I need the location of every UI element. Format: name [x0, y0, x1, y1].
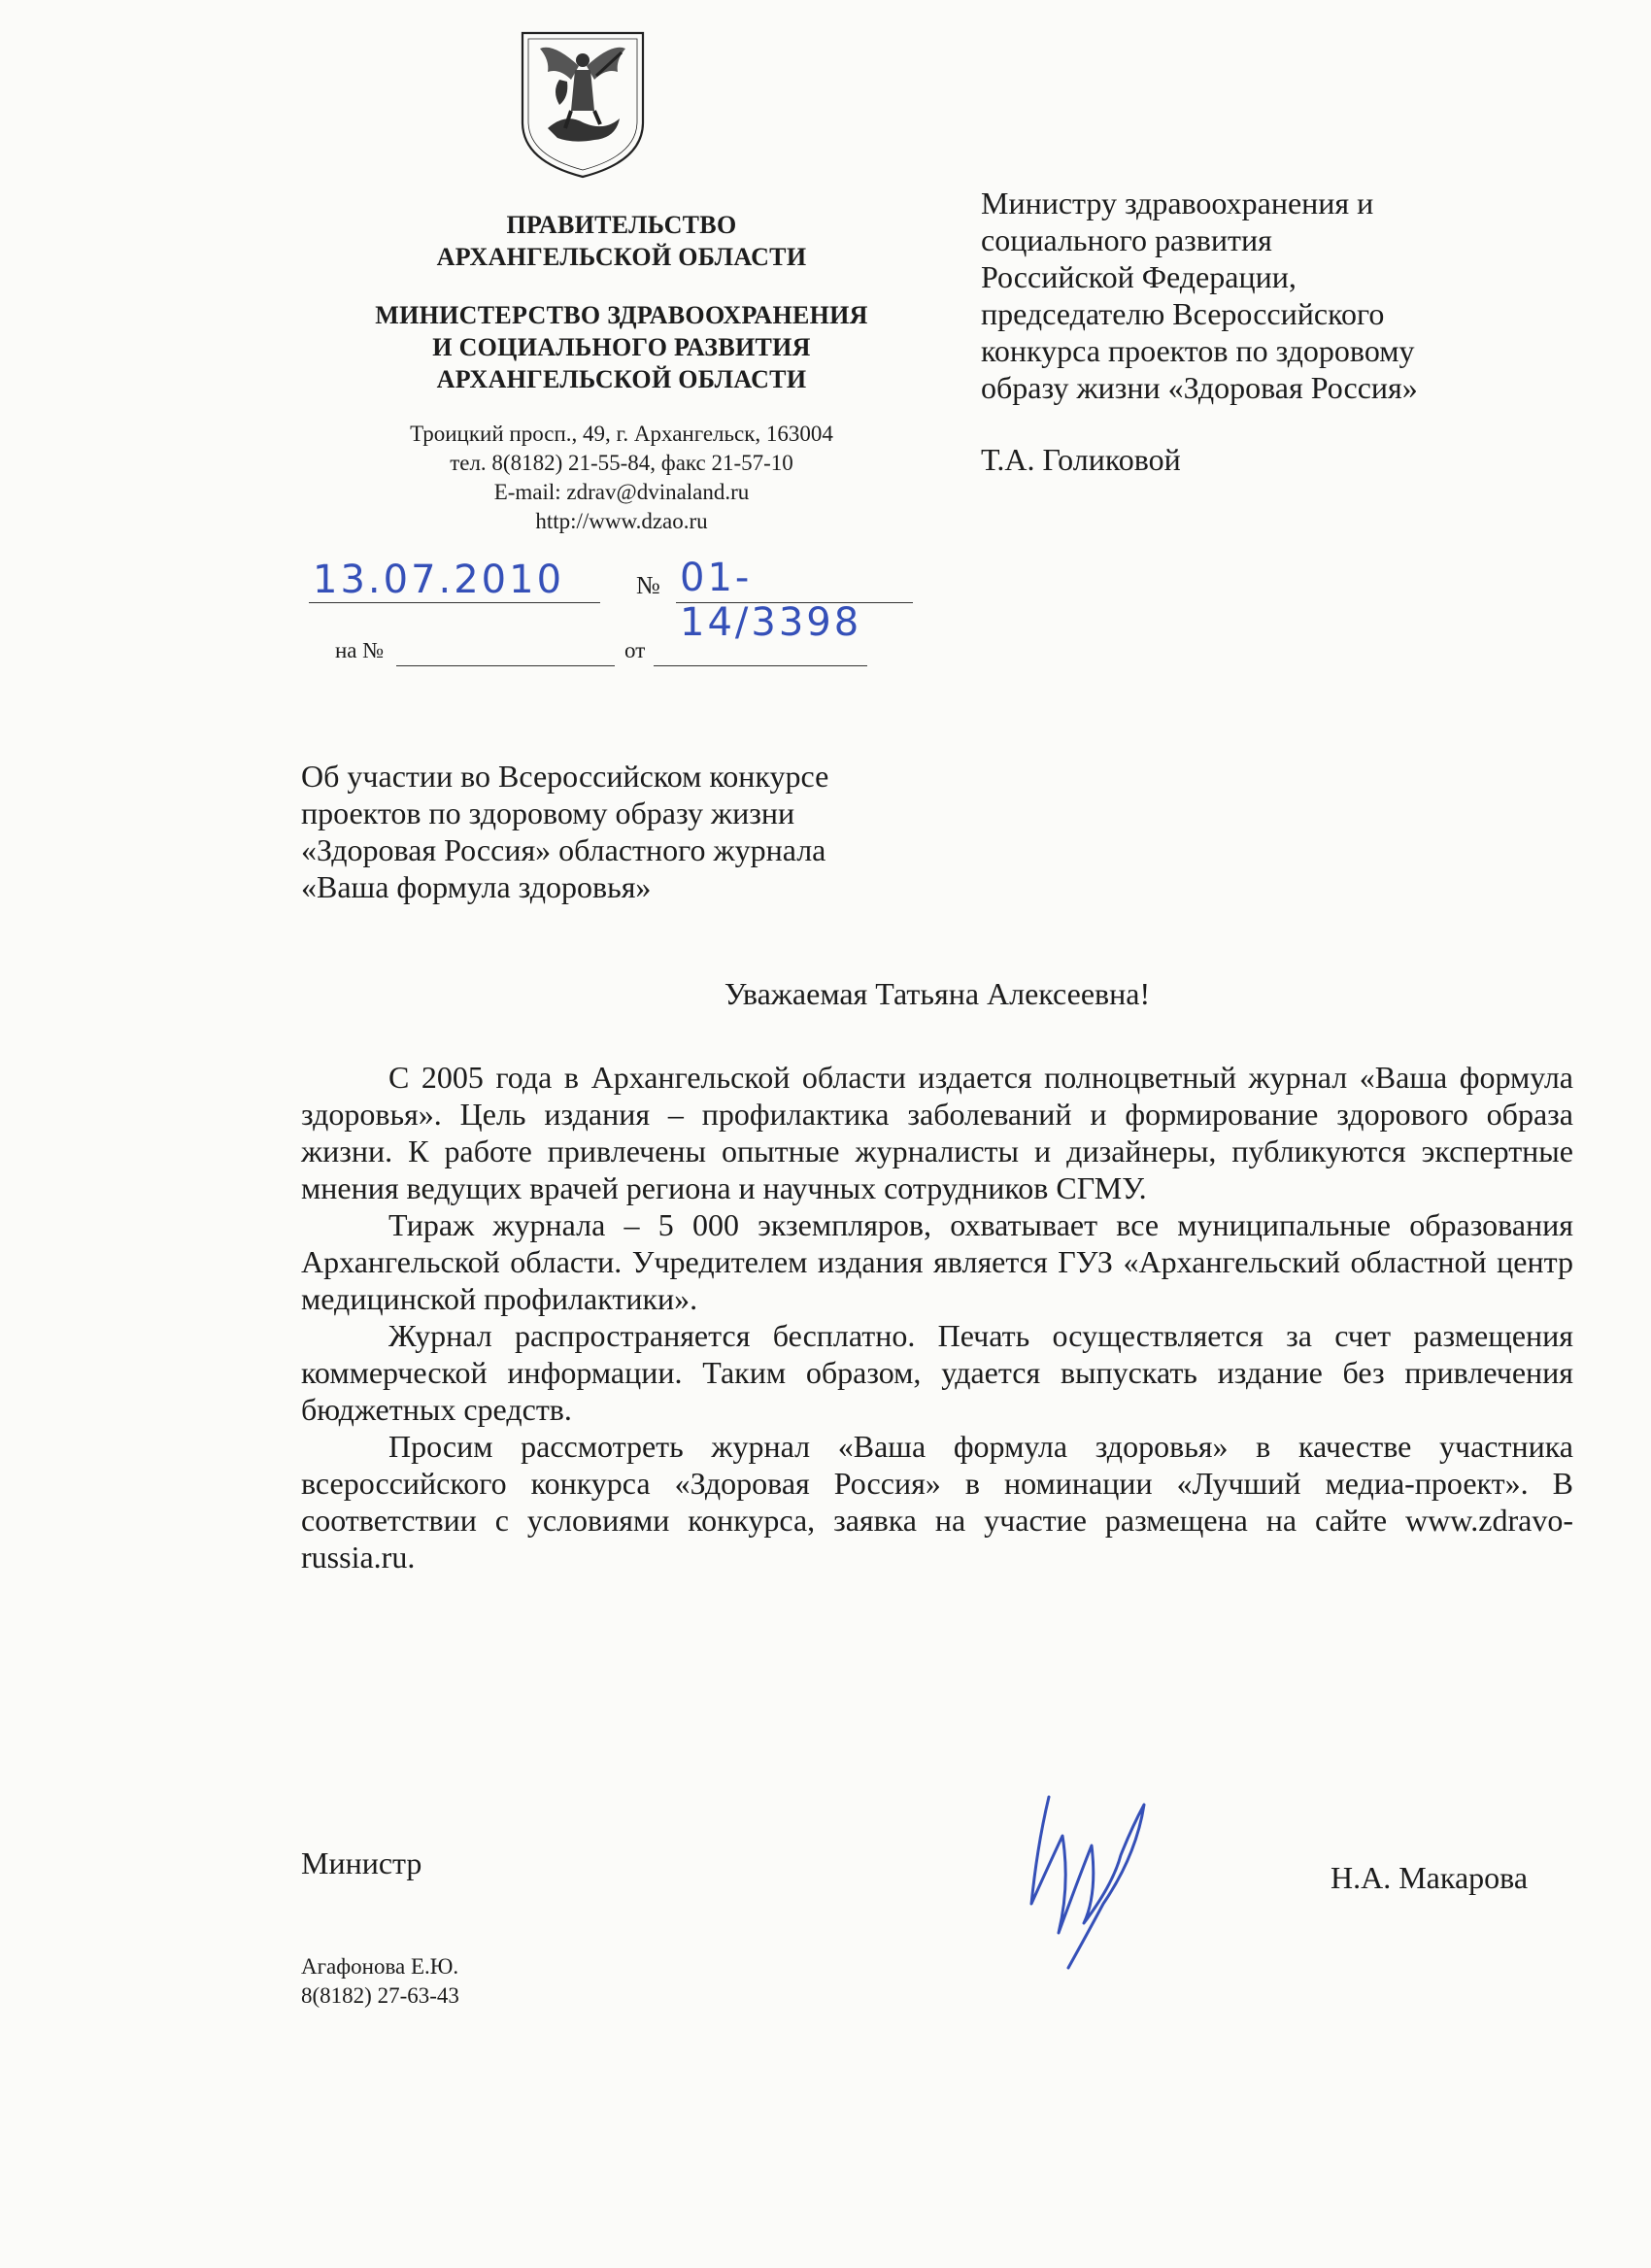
number-label: № [636, 571, 660, 599]
body-paragraph-3: Журнал распространяется бесплатно. Печать осуществляется за счет размещения коммерческой информации. Таким образом, удается выпускать издание без привлечения бюджетных средств. [301, 1318, 1573, 1427]
greeting: Уважаемая Татьяна Алексеевна! [724, 976, 1151, 1011]
signatory-name: Н.А. Макарова [1331, 1860, 1529, 1895]
outgoing-number: 01-14/3398 [680, 556, 862, 645]
addressee-block [981, 185, 1602, 478]
subject-line-4: «Ваша формула здоровья» [301, 869, 652, 904]
ministry-line-1: МИНИСТЕРСТВО ЗДРАВООХРАНЕНИЯ [375, 301, 868, 329]
government-line-2: АРХАНГЕЛЬСКОЙ ОБЛАСТИ [436, 243, 807, 271]
ministry-name [311, 299, 932, 395]
body-paragraph-2: Тираж журнала – 5 000 экземпляров, охватывает все муниципальные образования Архангельской области. Учредителем издания является ГУЗ «Архангельский областной центр медицинской профилактики». [301, 1207, 1573, 1316]
signatory-title: Министр [301, 1845, 422, 1880]
addressee-line-6: образу жизни «Здоровая Россия» [981, 370, 1418, 405]
from-label: от [624, 638, 646, 662]
letter-body [301, 1059, 1573, 1575]
outgoing-date: 13.07.2010 [313, 558, 565, 602]
addressee-line-2: социального развития [981, 222, 1272, 257]
registration-row [301, 552, 913, 645]
government-line-1: ПРАВИТЕЛЬСТВО [506, 211, 737, 239]
executor-block [301, 1952, 459, 2011]
subject-line-3: «Здоровая Россия» областного журнала [301, 832, 826, 867]
website: http://www.dzao.ru [535, 509, 708, 533]
executor-phone: 8(8182) 27-63-43 [301, 1983, 459, 2008]
archangel-coat-of-arms-icon [515, 27, 651, 181]
contact-details [311, 420, 932, 536]
ministry-line-3: АРХАНГЕЛЬСКОЙ ОБЛАСТИ [436, 365, 807, 393]
body-paragraph-1: С 2005 года в Архангельской области издается полноцветный журнал «Ваша формула здоровья». Цель издания – профилактика заболеваний и формирование здорового образа жизни. К работе привлечены опытные журналисты и дизайнеры, публикуются экспертные мнения ведущих врачей региона и научных сотрудников СГМУ. [301, 1060, 1573, 1205]
addressee-line-4: председателю Всероссийского [981, 296, 1385, 331]
reply-to-underline [396, 665, 615, 666]
subject-block [301, 758, 981, 905]
government-name [311, 209, 932, 273]
phone-fax: тел. 8(8182) 21-55-84, факс 21-57-10 [450, 451, 793, 475]
body-paragraph-4: Просим рассмотреть журнал «Ваша формула здоровья» в качестве участника всероссийского конкурса «Здоровая Россия» в номинации «Лучший медиа-проект». В соответствии с условиями конкурса, заявка на участие размещена на сайте www.zdravo-russia.ru. [301, 1429, 1573, 1574]
reply-to-label: на № [335, 638, 385, 662]
number-underline [676, 602, 913, 603]
date-underline [309, 602, 600, 603]
addressee-line-1: Министру здравоохранения и [981, 186, 1374, 220]
address: Троицкий просп., 49, г. Архангельск, 163004 [410, 422, 833, 446]
executor-name: Агафонова Е.Ю. [301, 1954, 459, 1979]
addressee-line-3: Российской Федерации, [981, 259, 1297, 294]
handwritten-signature [1020, 1777, 1165, 1972]
from-underline [654, 665, 867, 666]
subject-line-1: Об участии во Всероссийском конкурсе [301, 759, 829, 794]
email: E-mail: zdrav@dvinaland.ru [493, 480, 750, 504]
ministry-line-2: И СОЦИАЛЬНОГО РАЗВИТИЯ [432, 333, 811, 361]
reference-row [335, 636, 879, 675]
subject-line-2: проектов по здоровому образу жизни [301, 795, 795, 830]
addressee-line-5: конкурса проектов по здоровому [981, 333, 1415, 368]
addressee-name: Т.А. Голиковой [981, 442, 1181, 477]
